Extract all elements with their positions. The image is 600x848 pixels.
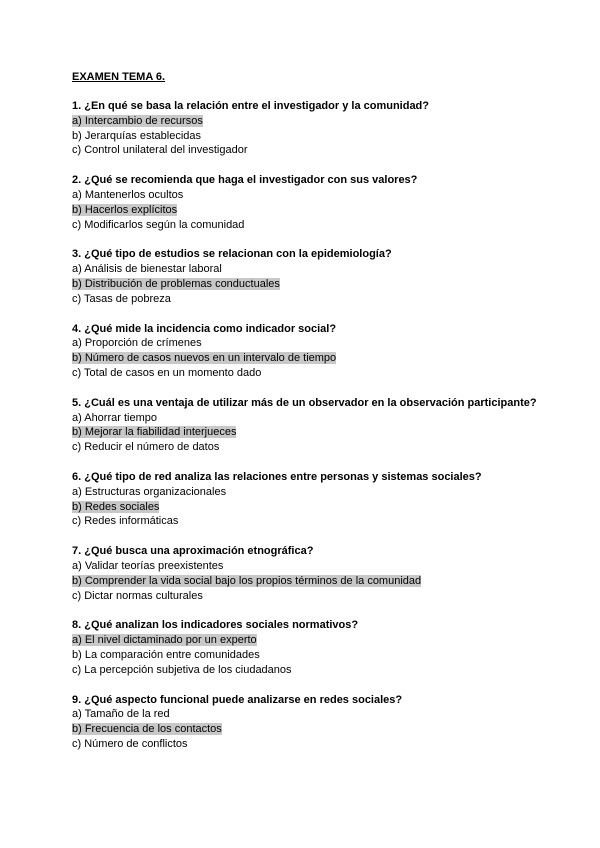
answer-option (72, 648, 542, 663)
answer-option-text: a) Mantenerlos ocultos (72, 188, 184, 201)
question-text: 7. ¿Qué busca una aproximación etnográfica? (72, 545, 314, 558)
answer-option-text: a) Proporción de crímenes (72, 337, 202, 350)
question-3 (72, 247, 542, 306)
question-text: 9. ¿Qué aspecto funcional puede analizarse en redes sociales? (72, 693, 403, 706)
question-text: 4. ¿Qué mide la incidencia como indicador social? (72, 322, 337, 335)
answer-option-highlighted (72, 633, 542, 648)
answer-option-text: b) Hacerlos explícitos (72, 203, 178, 216)
answer-option-text: c) Tasas de pobreza (72, 292, 171, 305)
answer-option (72, 218, 542, 233)
answer-option-text: b) Distribución de problemas conductuales (72, 277, 280, 290)
answer-option (72, 514, 542, 529)
answer-option (72, 292, 542, 307)
answer-option-highlighted (72, 114, 542, 129)
exam-title: EXAMEN TEMA 6. (72, 71, 166, 83)
answer-option-text: b) Frecuencia de los contactos (72, 723, 222, 736)
answer-option (72, 366, 542, 381)
answer-option (72, 262, 542, 277)
answer-option-highlighted (72, 500, 542, 515)
answer-option-text: c) La percepción subjetiva de los ciudadanos (72, 663, 292, 676)
answer-option-text: c) Dictar normas culturales (72, 589, 203, 602)
answer-option (72, 129, 542, 144)
answer-option-text: b) La comparación entre comunidades (72, 648, 260, 661)
question-1 (72, 99, 542, 158)
question-9 (72, 693, 542, 752)
answer-option-text: a) Estructuras organizacionales (72, 485, 227, 498)
answer-option-text: c) Redes informáticas (72, 515, 179, 528)
answer-option-text: a) Análisis de bienestar laboral (72, 263, 222, 276)
question-6 (72, 470, 542, 529)
answer-option (72, 440, 542, 455)
answer-option (72, 707, 542, 722)
exam-page (72, 70, 542, 767)
answer-option-text: c) Número de conflictos (72, 737, 188, 750)
answer-option-text: c) Modificarlos según la comunidad (72, 218, 245, 231)
question-text: 6. ¿Qué tipo de red analiza las relaciones entre personas y sistemas sociales? (72, 470, 482, 483)
answer-option-text: c) Reducir el número de datos (72, 441, 220, 454)
answer-option-highlighted (72, 203, 542, 218)
question-4 (72, 322, 542, 381)
answer-option (72, 411, 542, 426)
question-2 (72, 173, 542, 232)
answer-option-text: a) Ahorrar tiempo (72, 411, 157, 424)
question-text: 8. ¿Qué analizan los indicadores sociales normativos? (72, 619, 359, 632)
answer-option (72, 143, 542, 158)
question-8 (72, 618, 542, 677)
answer-option (72, 559, 542, 574)
answer-option-text: a) Validar teorías preexistentes (72, 559, 224, 572)
answer-option-text: a) El nivel dictaminado por un experto (72, 634, 257, 647)
answer-option-text: b) Comprender la vida social bajo los propios términos de la comunidad (72, 574, 422, 587)
answer-option-highlighted (72, 351, 542, 366)
answer-option-highlighted (72, 425, 542, 440)
question-text: 2. ¿Qué se recomienda que haga el investigador con sus valores? (72, 174, 418, 187)
answer-option (72, 188, 542, 203)
question-5 (72, 396, 542, 455)
answer-option-text: a) Tamaño de la red (72, 708, 170, 721)
answer-option-highlighted (72, 722, 542, 737)
answer-option (72, 336, 542, 351)
answer-option-highlighted (72, 574, 542, 589)
answer-option (72, 485, 542, 500)
question-text: 1. ¿En qué se basa la relación entre el investigador y la comunidad? (72, 100, 430, 112)
answer-option-text: b) Número de casos nuevos en un intervalo de tiempo (72, 352, 337, 365)
answer-option-text: c) Total de casos en un momento dado (72, 366, 262, 379)
question-list (72, 99, 542, 752)
answer-option (72, 589, 542, 604)
question-text: 3. ¿Qué tipo de estudios se relacionan con la epidemiología? (72, 248, 392, 261)
answer-option (72, 737, 542, 752)
answer-option-text: b) Redes sociales (72, 500, 160, 513)
answer-option-text: a) Intercambio de recursos (72, 114, 203, 127)
answer-option-text: b) Mejorar la fiabilidad interjueces (72, 426, 237, 439)
answer-option (72, 663, 542, 678)
question-text: 5. ¿Cuál es una ventaja de utilizar más de un observador en la observación participante? (72, 396, 537, 409)
answer-option-text: c) Control unilateral del investigador (72, 144, 248, 157)
answer-option-highlighted (72, 277, 542, 292)
answer-option-text: b) Jerarquías establecidas (72, 129, 202, 142)
question-7 (72, 544, 542, 603)
